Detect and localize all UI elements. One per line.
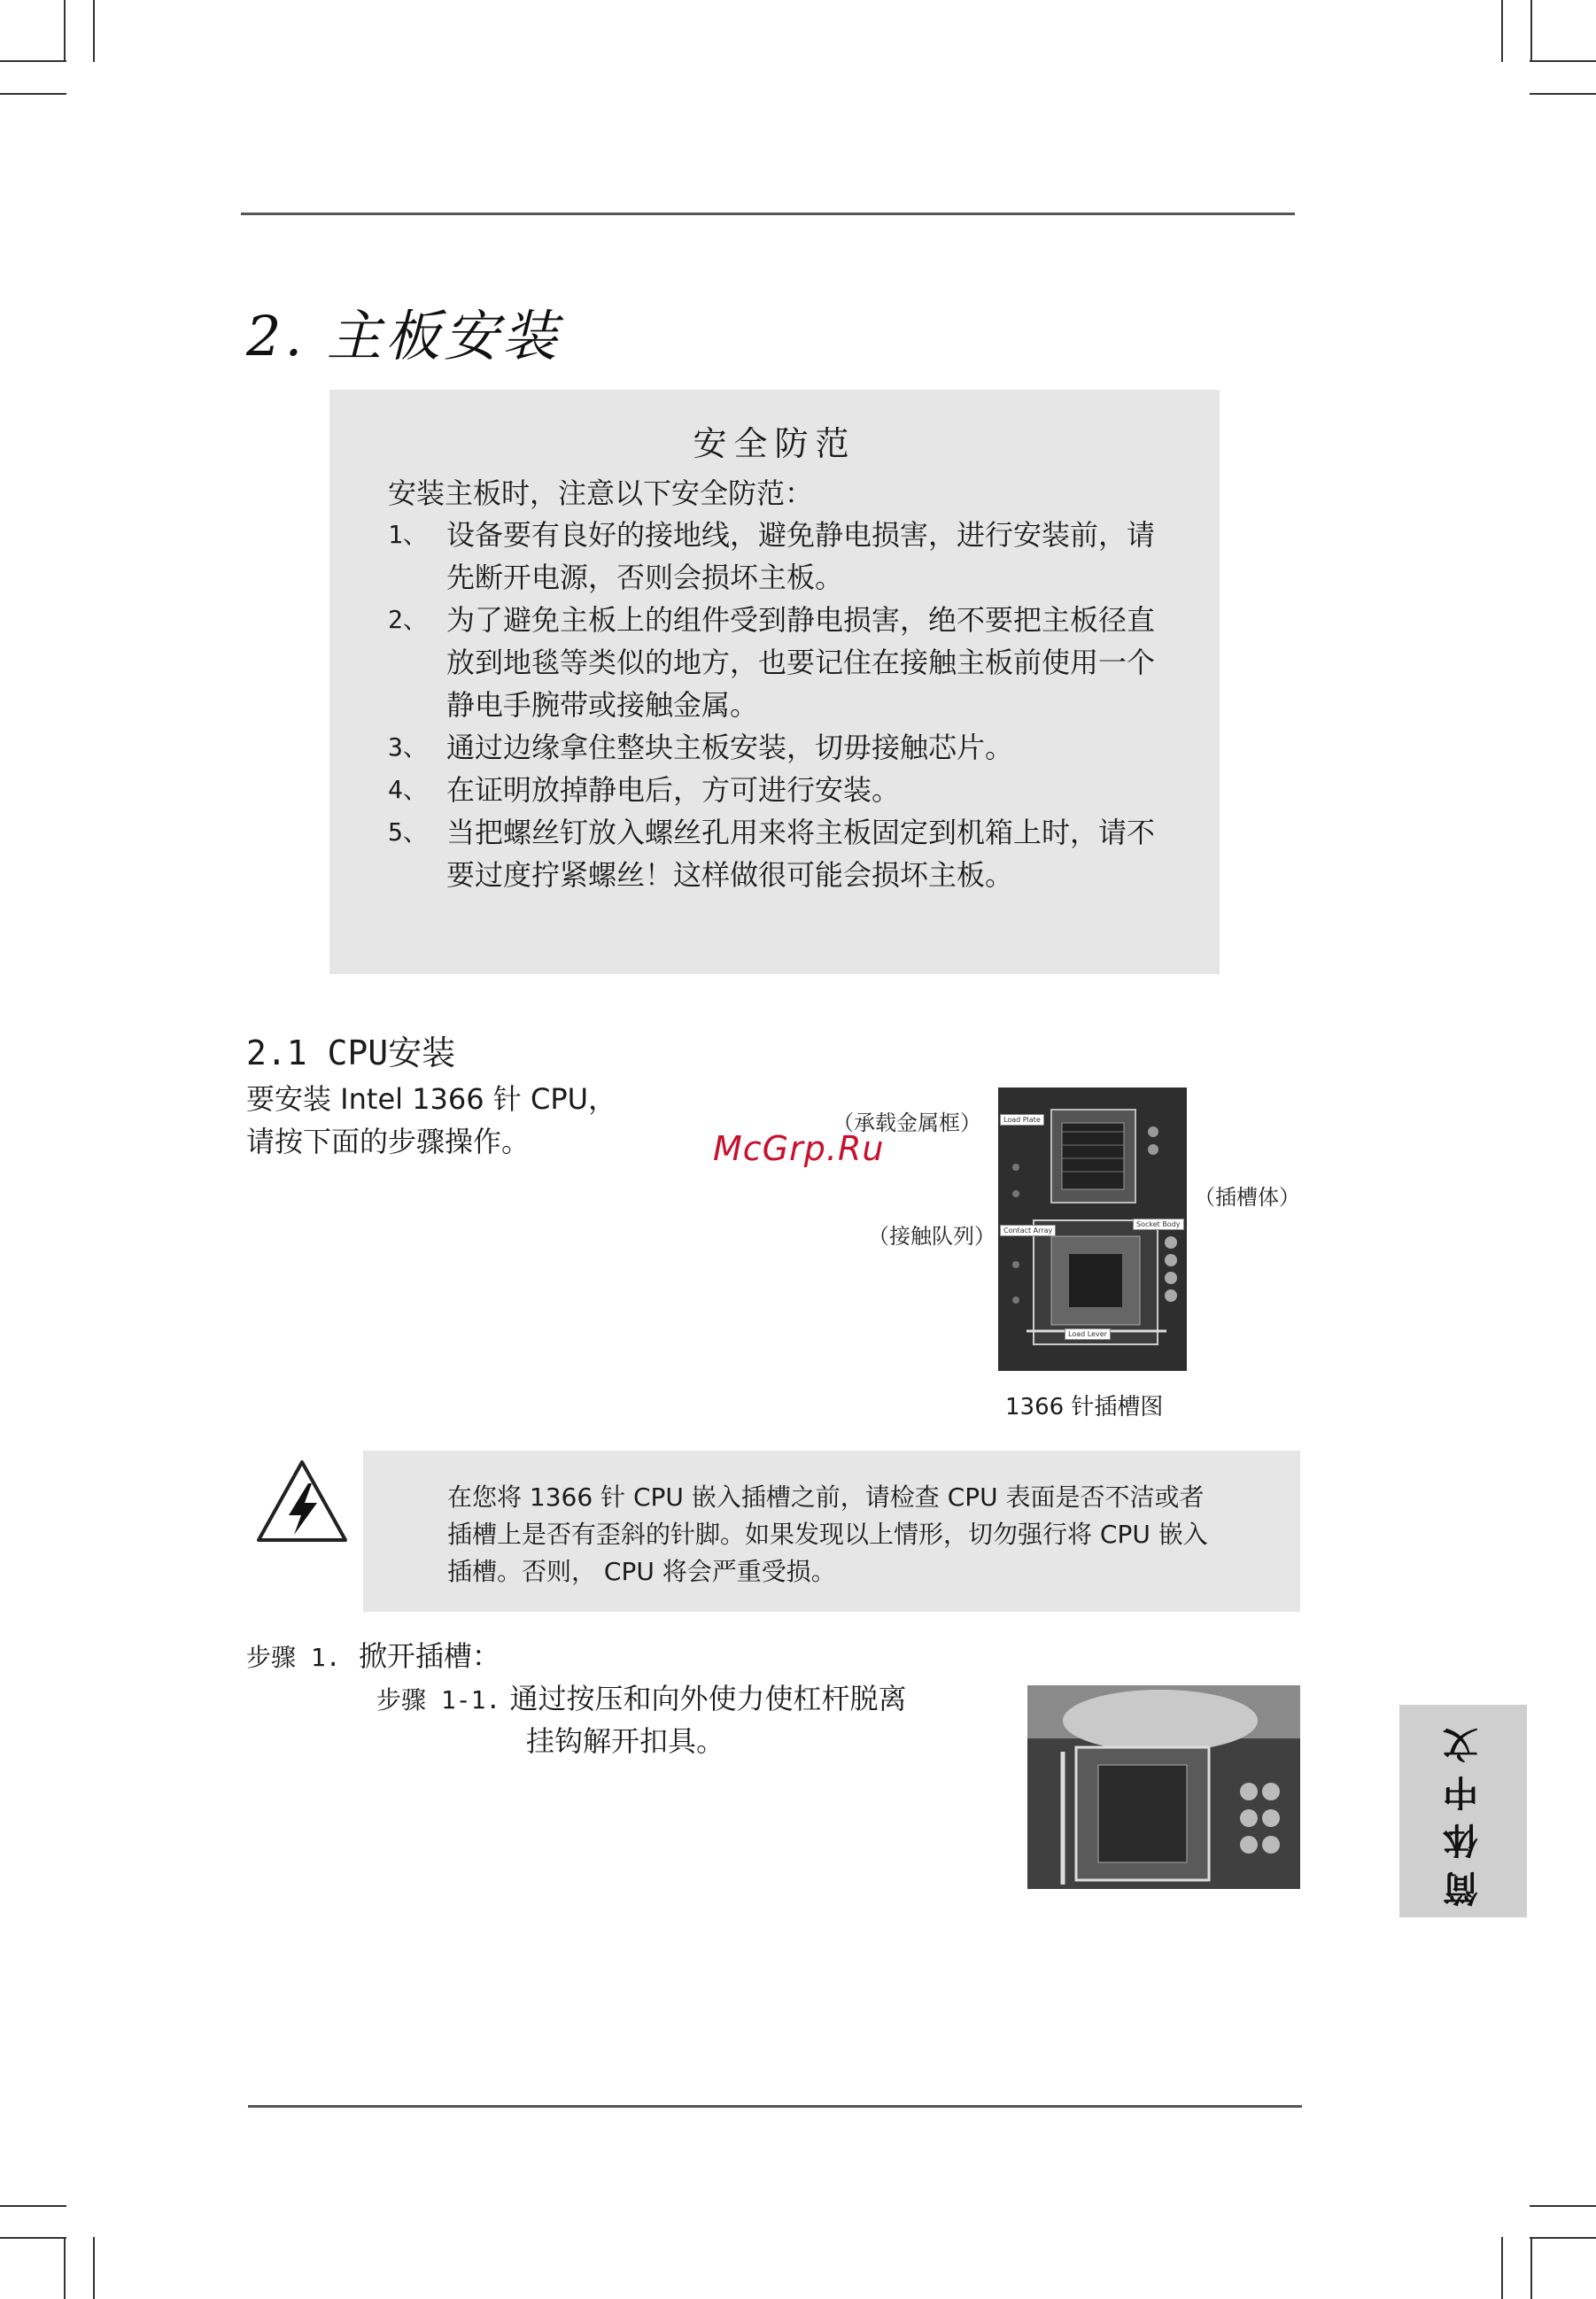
warning-box <box>363 1451 1300 1612</box>
safety-item <box>388 811 1167 896</box>
language-tab <box>1399 1705 1527 1917</box>
crop-mark <box>1530 60 1596 62</box>
crop-mark <box>0 2237 66 2239</box>
safety-item-text: 在证明放掉静电后，方可进行安装。 <box>446 773 901 807</box>
step-1-label: 步骤 1. <box>246 1643 341 1672</box>
safety-item-number: 5、 <box>388 817 428 847</box>
figure-caption: 1366 针插槽图 <box>1005 1394 1164 1420</box>
header-rule <box>241 213 1295 215</box>
figure-tag-load-plate: Load Plate <box>1000 1114 1044 1126</box>
safety-item-number: 2、 <box>388 605 428 634</box>
safety-item-text: 通过边缘拿住整块主板安装，切毋接触芯片。 <box>446 731 1014 764</box>
safety-item-text: 当把螺丝钉放入螺丝孔用来将主板固定到机箱上时，请不要过度拧紧螺丝！这样做很可能会损坏主板。 <box>446 816 1156 892</box>
safety-item-number: 4、 <box>388 775 428 804</box>
safety-item <box>388 769 1167 811</box>
crop-mark <box>1501 0 1503 62</box>
crop-mark <box>1530 2205 1596 2207</box>
footer-rule <box>248 2105 1302 2108</box>
crop-mark <box>93 2237 95 2299</box>
socket-lever-photo <box>1027 1685 1300 1889</box>
crop-mark <box>1530 93 1596 95</box>
crop-mark <box>1530 2237 1532 2299</box>
warning-text: 在您将 1366 针 CPU 嵌入插槽之前，请检查 CPU 表面是否不洁或者插槽上是否有歪斜的针脚。如果发现以上情形，切勿强行将 CPU 嵌入插槽。否则， CPU 将会严重受损。 <box>447 1482 1208 1586</box>
section-number: 2.1 CPU <box>246 1033 389 1072</box>
crop-mark <box>1530 0 1532 62</box>
crop-mark <box>1501 2237 1503 2299</box>
lightning-warning-icon <box>255 1457 349 1545</box>
safety-title: 安全防范 <box>693 424 856 463</box>
step-1-text: 掀开插槽： <box>358 1639 500 1673</box>
step-1-1-label: 步骤 1-1. <box>376 1685 501 1715</box>
section-intro-line: 要安装 Intel 1366 针 CPU， <box>246 1082 617 1116</box>
chapter-title: 2. 主板安装 <box>246 304 561 368</box>
safety-box <box>329 390 1220 974</box>
crop-mark <box>1530 2237 1596 2239</box>
safety-item-number: 3、 <box>388 732 428 762</box>
safety-item-text: 设备要有良好的接地线，避免静电损害，进行安装前，请先断开电源，否则会损坏主板。 <box>446 518 1156 594</box>
step-1-1-continued: 挂钩解开扣具。 <box>526 1724 725 1758</box>
safety-item-number: 1、 <box>388 520 428 549</box>
section-title <box>246 1026 455 1074</box>
crop-mark <box>0 2205 66 2207</box>
safety-item <box>388 726 1167 769</box>
socket-diagram-image <box>998 1088 1187 1371</box>
lightning-warning-icon-graphic <box>255 1457 349 1545</box>
step-1-1 <box>376 1676 906 1717</box>
step-1 <box>246 1634 500 1675</box>
figure-label-contact-array: （接触队列） <box>868 1224 996 1249</box>
crop-mark <box>0 60 66 62</box>
step-1-1-text: 通过按压和向外使力使杠杆脱离 <box>509 1682 907 1715</box>
figure-label-load-plate: （承载金属框） <box>833 1111 981 1135</box>
figure-label-socket-body: （插槽体） <box>1194 1185 1300 1210</box>
safety-item-text: 为了避免主板上的组件受到静电损害，绝不要把主板径直放到地毯等类似的地方，也要记住在接触主板前使用一个静电手腕带或接触金属。 <box>446 603 1156 722</box>
socket-lever-photo-graphic <box>1027 1685 1300 1889</box>
safety-list <box>388 514 1167 896</box>
figure-tag-socket-body: Socket Body <box>1133 1219 1184 1230</box>
figure-tag-contact-array: Contact Array <box>1000 1225 1056 1236</box>
safety-item <box>388 599 1167 726</box>
crop-mark <box>64 2237 66 2299</box>
safety-item <box>388 514 1167 599</box>
crop-mark <box>93 0 95 62</box>
crop-mark <box>0 93 66 95</box>
watermark: McGrp.Ru <box>713 1129 885 1168</box>
crop-mark <box>64 0 66 62</box>
section-intro-line: 请按下面的步骤操作。 <box>246 1125 531 1158</box>
figure-tag-load-lever: Load Lever <box>1065 1328 1111 1340</box>
language-tab-label: 简体中文 <box>1443 1715 1484 1907</box>
safety-intro: 安装主板时，注意以下安全防范： <box>388 476 814 510</box>
section-title-text: 安装 <box>388 1033 456 1072</box>
